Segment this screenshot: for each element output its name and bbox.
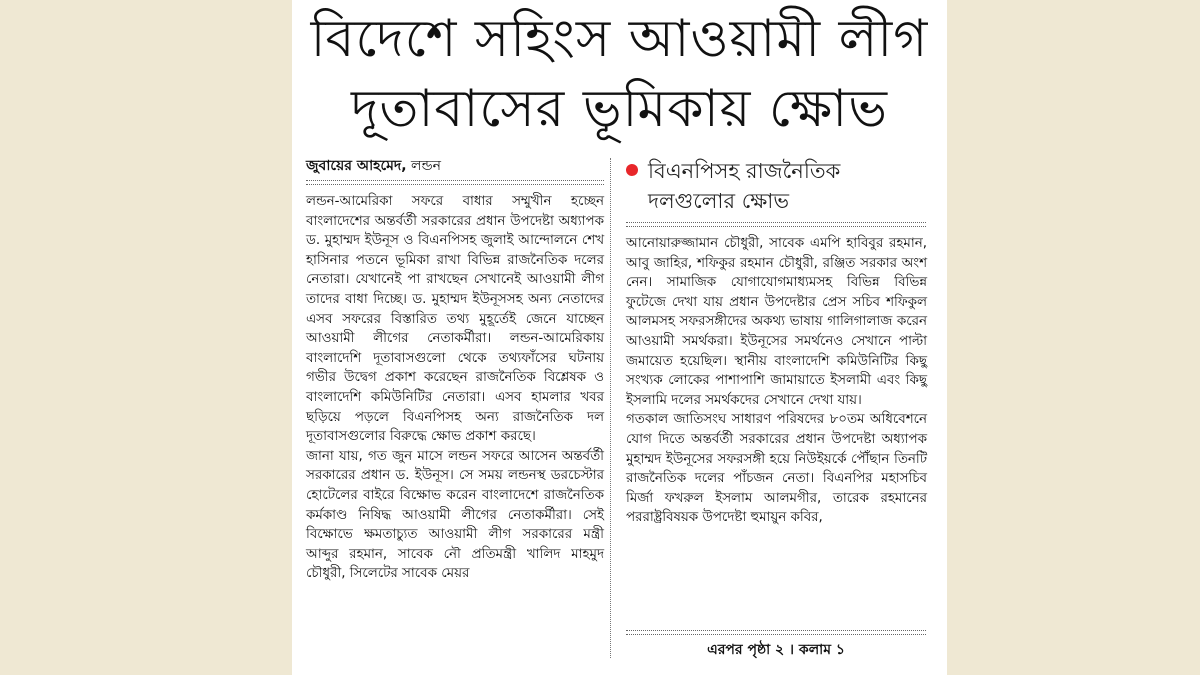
subheading — [626, 156, 926, 216]
paragraph: আনোয়ারুজ্জামান চৌধুরী, সাবেক এমপি হাবিবুর রহমান, আবু জাহির, শফিকুর রহমান চৌধুরী, রঞ্জিত সরকার অংশ নেন। সামাজিক যোগাযোগমাধ্যমসহ বিভিন্ন বিভিন্ন ফুটেজে দেখা যায় প্রধান উপদেষ্টার প্রেস সচিব শফিকুল আলমসহ সফরসঙ্গীদের অকথ্য ভাষায় গালিগালাজ করেন আওয়ামী সমর্থকরা। ইউনূসের সমর্থনেও সেখানে পাল্টা জমায়েত হয়েছিল। স্থানীয় বাংলাদেশি কমিউনিটির কিছু সংখ্যক লোকের পাশাপাশি জামায়াতে ইসলামী এবং কিছু ইসলামি দলের সমর্থকদের সেখানে দেখা যায়। — [626, 236, 927, 408]
byline-author: জুবায়ের আহমেদ, — [306, 158, 407, 174]
article-column-1 — [306, 192, 604, 584]
bullet-icon — [626, 164, 638, 176]
article-column-2 — [626, 234, 927, 528]
byline-divider — [306, 180, 604, 185]
headline-line-1: বিদেশে সহিংস আওয়ামী লীগ — [310, 9, 929, 69]
column-divider — [610, 158, 611, 658]
continuation-note: এরপর পৃষ্ঠা ২ । কলাম ১ — [707, 642, 845, 658]
paragraph: গতকাল জাতিসংঘ সাধারণ পরিষদের ৮০তম অধিবেশনে যোগ দিতে অন্তর্বর্তী সরকারের প্রধান উপদেষ্টা অধ্যাপক মুহাম্মদ ইউনূসের সফরসঙ্গী হয়ে নিউইয়র্কে পৌঁছান তিনটি রাজনৈতিক দলের পাঁচজন নেতা। বিএনপির মহাসচিব মির্জা ফখরুল ইসলাম আলমগীর, তারেক রহমানের পররাষ্ট্রবিষয়ক উপদেষ্টা হুমায়ুন কবির, — [626, 412, 927, 526]
byline — [306, 154, 441, 178]
continuation-divider — [626, 630, 926, 635]
newspaper-clipping — [292, 0, 947, 675]
subheading-divider — [626, 222, 926, 227]
subheading-line-1: বিএনপিসহ রাজনৈতিক — [648, 159, 841, 183]
subheading-line-2: দলগুলোর ক্ষোভ — [648, 189, 789, 213]
paragraph: জানা যায়, গত জুন মাসে লন্ডন সফরে আসেন অন্তর্বর্তী সরকারের প্রধান ড. ইউনূস। সে সময় লন্ডনস্থ ডরচেস্টার হোটেলের বাইরে বিক্ষোভ করেন বাংলাদেশে রাজনৈতিক কর্মকাণ্ড নিষিদ্ধ আওয়ামী লীগের নেতাকর্মীরা। সেই বিক্ষোভে ক্ষমতাচ্যুত আওয়ামী লীগ সরকারের মন্ত্রী আব্দুর রহমান, সাবেক নৌ প্রতিমন্ত্রী খালিদ মাহমুদ চৌধুরী, সিলেটের সাবেক মেয়র — [306, 448, 604, 582]
paragraph: লন্ডন-আমেরিকা সফরে বাধার সম্মুখীন হচ্ছেন বাংলাদেশের অন্তর্বর্তী সরকারের প্রধান উপদেষ্টা অধ্যাপক ড. মুহাম্মদ ইউনূস ও বিএনপিসহ জুলাই আন্দোলনে শেখ হাসিনার পতনে ভূমিকা রাখা বিভিন্ন রাজনৈতিক দলের নেতারা। যেখানেই পা রাখছেন সেখানেই আওয়ামী লীগ তাদের বাধা দিচ্ছে। ড. মুহাম্মদ ইউনূসসহ অন্য নেতাদের এসব সফরের বিস্তারিত তথ্য মুহূর্তেই জেনে যাচ্ছেন আওয়ামী লীগের নেতাকর্মীরা। লন্ডন-আমেরিকায় বাংলাদেশি দূতাবাসগুলো থেকে তথ্যফাঁসের ঘটনায় গভীর উদ্বেগ প্রকাশ করেছেন রাজনৈতিক বিশ্লেষক ও বাংলাদেশি কমিউনিটির নেতারা। এসব হামলার খবর ছড়িয়ে পড়লে বিএনপিসহ অন্য রাজনৈতিক দল দূতাবাসগুলোর বিরুদ্ধে ক্ষোভ প্রকাশ করছে। — [306, 194, 604, 445]
headline-line-2: দূতাবাসের ভূমিকায় ক্ষোভ — [351, 79, 888, 139]
byline-location: লন্ডন — [406, 158, 442, 174]
